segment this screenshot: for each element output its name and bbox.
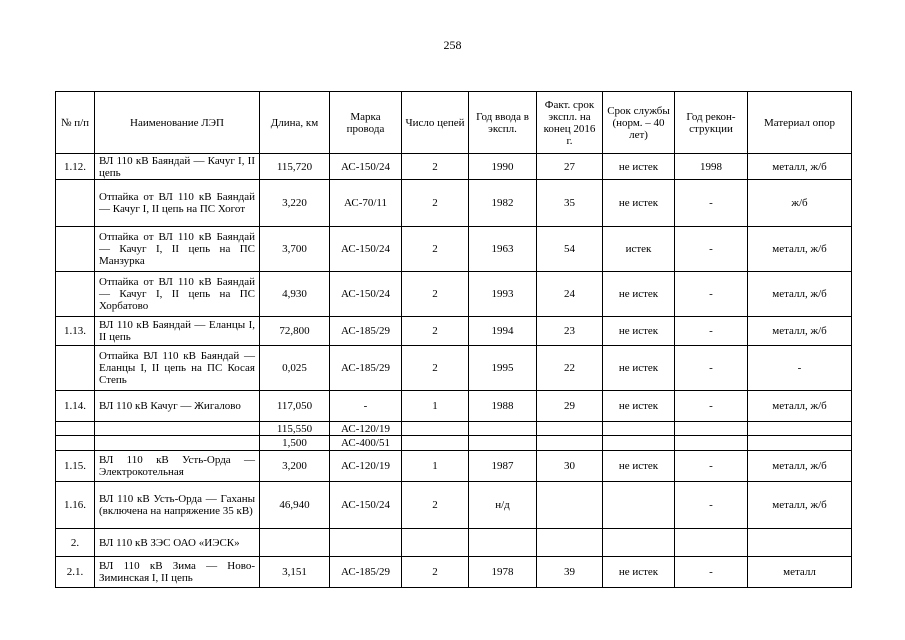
cell-row-number	[56, 422, 95, 436]
cell-service-life	[603, 422, 675, 436]
cell-row-number: 1.13.	[56, 317, 95, 346]
cell-service-life: не истек	[603, 317, 675, 346]
table-row	[56, 529, 852, 557]
cell-line-name: Отпайка ВЛ 110 кВ Баяндай — Еланцы I, II цепь на ПС Косая Степь	[95, 346, 260, 391]
cell-commission-year: 1963	[469, 227, 537, 272]
cell-service-life: не истек	[603, 154, 675, 180]
cell-commission-year	[469, 422, 537, 436]
power-lines-table	[55, 91, 852, 588]
cell-row-number: 2.	[56, 529, 95, 557]
cell-wire-grade: АС-150/24	[330, 227, 402, 272]
cell-wire-grade: АС-150/24	[330, 154, 402, 180]
table-row	[56, 154, 852, 180]
cell-actual-service: 54	[537, 227, 603, 272]
cell-row-number	[56, 346, 95, 391]
header-col-circuits: Число цепей	[402, 92, 469, 154]
cell-row-number	[56, 272, 95, 317]
table-row	[56, 272, 852, 317]
cell-support-material: металл, ж/б	[748, 451, 852, 482]
cell-wire-grade	[330, 529, 402, 557]
cell-actual-service	[537, 529, 603, 557]
cell-reconstruction-year	[675, 529, 748, 557]
header-row	[56, 92, 852, 154]
cell-wire-grade: АС-120/19	[330, 451, 402, 482]
cell-circuits: 2	[402, 272, 469, 317]
cell-reconstruction-year: -	[675, 482, 748, 529]
cell-length: 0,025	[260, 346, 330, 391]
cell-support-material: ж/б	[748, 180, 852, 227]
cell-support-material: металл, ж/б	[748, 317, 852, 346]
cell-length: 72,800	[260, 317, 330, 346]
table-row	[56, 346, 852, 391]
cell-support-material: металл, ж/б	[748, 154, 852, 180]
cell-circuits: 2	[402, 482, 469, 529]
cell-commission-year: 1982	[469, 180, 537, 227]
cell-commission-year	[469, 436, 537, 451]
cell-support-material	[748, 436, 852, 451]
cell-support-material: металл, ж/б	[748, 272, 852, 317]
page-number: 258	[443, 38, 462, 52]
cell-reconstruction-year	[675, 436, 748, 451]
cell-service-life: не истек	[603, 346, 675, 391]
cell-support-material: металл	[748, 557, 852, 588]
cell-line-name	[95, 422, 260, 436]
cell-service-life: не истек	[603, 180, 675, 227]
cell-line-name: Отпайка от ВЛ 110 кВ Баяндай — Качуг I, II цепь на ПС Хорбатово	[95, 272, 260, 317]
table-row	[56, 557, 852, 588]
cell-row-number: 1.15.	[56, 451, 95, 482]
cell-wire-grade: АС-120/19	[330, 422, 402, 436]
cell-commission-year: н/д	[469, 482, 537, 529]
cell-circuits: 1	[402, 391, 469, 422]
cell-actual-service: 30	[537, 451, 603, 482]
cell-length: 46,940	[260, 482, 330, 529]
cell-actual-service: 24	[537, 272, 603, 317]
cell-circuits: 2	[402, 227, 469, 272]
cell-commission-year: 1995	[469, 346, 537, 391]
cell-length: 4,930	[260, 272, 330, 317]
cell-actual-service: 29	[537, 391, 603, 422]
cell-length: 3,151	[260, 557, 330, 588]
table-header	[56, 92, 852, 154]
cell-line-name: Отпайка от ВЛ 110 кВ Баяндай — Качуг I, II цепь на ПС Манзурка	[95, 227, 260, 272]
cell-actual-service: 39	[537, 557, 603, 588]
cell-circuits: 2	[402, 346, 469, 391]
cell-actual-service	[537, 436, 603, 451]
cell-line-name: Отпайка от ВЛ 110 кВ Баяндай — Качуг I, II цепь на ПС Хогот	[95, 180, 260, 227]
cell-length: 1,500	[260, 436, 330, 451]
cell-circuits: 1	[402, 451, 469, 482]
cell-support-material	[748, 422, 852, 436]
cell-circuits	[402, 529, 469, 557]
cell-wire-grade: АС-150/24	[330, 482, 402, 529]
table-row	[56, 451, 852, 482]
cell-reconstruction-year	[675, 422, 748, 436]
cell-reconstruction-year: -	[675, 346, 748, 391]
cell-actual-service: 27	[537, 154, 603, 180]
cell-actual-service: 22	[537, 346, 603, 391]
cell-row-number: 1.16.	[56, 482, 95, 529]
cell-line-name: ВЛ 110 кВ Усть-Орда — Электрокотельная	[95, 451, 260, 482]
table-row	[56, 227, 852, 272]
header-col-wire-grade: Марка провода	[330, 92, 402, 154]
cell-wire-grade: АС-185/29	[330, 317, 402, 346]
cell-support-material	[748, 529, 852, 557]
cell-commission-year: 1987	[469, 451, 537, 482]
cell-commission-year: 1978	[469, 557, 537, 588]
cell-line-name: ВЛ 110 кВ Усть-Орда — Гаханы (включена на напряжение 35 кВ)	[95, 482, 260, 529]
header-col-line-name: Наименование ЛЭП	[95, 92, 260, 154]
cell-circuits: 2	[402, 154, 469, 180]
cell-wire-grade: АС-70/11	[330, 180, 402, 227]
cell-reconstruction-year: -	[675, 451, 748, 482]
header-col-reconstruction-year: Год рекон-струкции	[675, 92, 748, 154]
cell-line-name: ВЛ 110 кВ ЗЭС ОАО «ИЭСК»	[95, 529, 260, 557]
cell-wire-grade: АС-185/29	[330, 557, 402, 588]
cell-service-life: не истек	[603, 272, 675, 317]
header-col-service-life: Срок службы (норм. – 40 лет)	[603, 92, 675, 154]
cell-actual-service: 23	[537, 317, 603, 346]
header-col-actual-service: Факт. срок экспл. на конец 2016 г.	[537, 92, 603, 154]
cell-length	[260, 529, 330, 557]
cell-row-number	[56, 227, 95, 272]
cell-line-name: ВЛ 110 кВ Зима — Ново-Зиминская I, II цепь	[95, 557, 260, 588]
cell-line-name: ВЛ 110 кВ Баяндай — Еланцы I, II цепь	[95, 317, 260, 346]
cell-wire-grade: АС-400/51	[330, 436, 402, 451]
cell-row-number: 1.12.	[56, 154, 95, 180]
cell-reconstruction-year: -	[675, 227, 748, 272]
table-row	[56, 391, 852, 422]
cell-reconstruction-year: -	[675, 391, 748, 422]
cell-reconstruction-year: -	[675, 272, 748, 317]
table-row	[56, 482, 852, 529]
cell-length: 3,200	[260, 451, 330, 482]
cell-row-number	[56, 180, 95, 227]
cell-row-number: 2.1.	[56, 557, 95, 588]
cell-commission-year: 1990	[469, 154, 537, 180]
table-body	[56, 154, 852, 588]
cell-commission-year: 1993	[469, 272, 537, 317]
cell-support-material: металл, ж/б	[748, 482, 852, 529]
cell-service-life: не истек	[603, 391, 675, 422]
cell-length: 115,720	[260, 154, 330, 180]
cell-support-material: металл, ж/б	[748, 391, 852, 422]
cell-commission-year: 1994	[469, 317, 537, 346]
cell-reconstruction-year: -	[675, 180, 748, 227]
cell-support-material: -	[748, 346, 852, 391]
cell-circuits	[402, 436, 469, 451]
cell-commission-year	[469, 529, 537, 557]
cell-wire-grade: АС-150/24	[330, 272, 402, 317]
cell-service-life	[603, 436, 675, 451]
cell-actual-service	[537, 482, 603, 529]
cell-circuits: 2	[402, 180, 469, 227]
cell-reconstruction-year: -	[675, 557, 748, 588]
table-row	[56, 436, 852, 451]
header-col-number: № п/п	[56, 92, 95, 154]
cell-wire-grade: -	[330, 391, 402, 422]
cell-service-life	[603, 529, 675, 557]
header-col-length: Длина, км	[260, 92, 330, 154]
cell-actual-service	[537, 422, 603, 436]
cell-actual-service: 35	[537, 180, 603, 227]
cell-wire-grade: АС-185/29	[330, 346, 402, 391]
table-row	[56, 317, 852, 346]
cell-length: 115,550	[260, 422, 330, 436]
cell-length: 3,700	[260, 227, 330, 272]
cell-row-number: 1.14.	[56, 391, 95, 422]
cell-support-material: металл, ж/б	[748, 227, 852, 272]
cell-service-life	[603, 482, 675, 529]
cell-row-number	[56, 436, 95, 451]
cell-line-name: ВЛ 110 кВ Баяндай — Качуг I, II цепь	[95, 154, 260, 180]
header-col-commission-year: Год ввода в экспл.	[469, 92, 537, 154]
cell-line-name	[95, 436, 260, 451]
cell-circuits: 2	[402, 557, 469, 588]
cell-circuits	[402, 422, 469, 436]
cell-circuits: 2	[402, 317, 469, 346]
cell-service-life: не истек	[603, 451, 675, 482]
cell-service-life: истек	[603, 227, 675, 272]
table-row	[56, 422, 852, 436]
cell-length: 117,050	[260, 391, 330, 422]
cell-line-name: ВЛ 110 кВ Качуг — Жигалово	[95, 391, 260, 422]
cell-commission-year: 1988	[469, 391, 537, 422]
cell-service-life: не истек	[603, 557, 675, 588]
cell-reconstruction-year: -	[675, 317, 748, 346]
cell-reconstruction-year: 1998	[675, 154, 748, 180]
table-row	[56, 180, 852, 227]
cell-length: 3,220	[260, 180, 330, 227]
header-col-support-material: Материал опор	[748, 92, 852, 154]
